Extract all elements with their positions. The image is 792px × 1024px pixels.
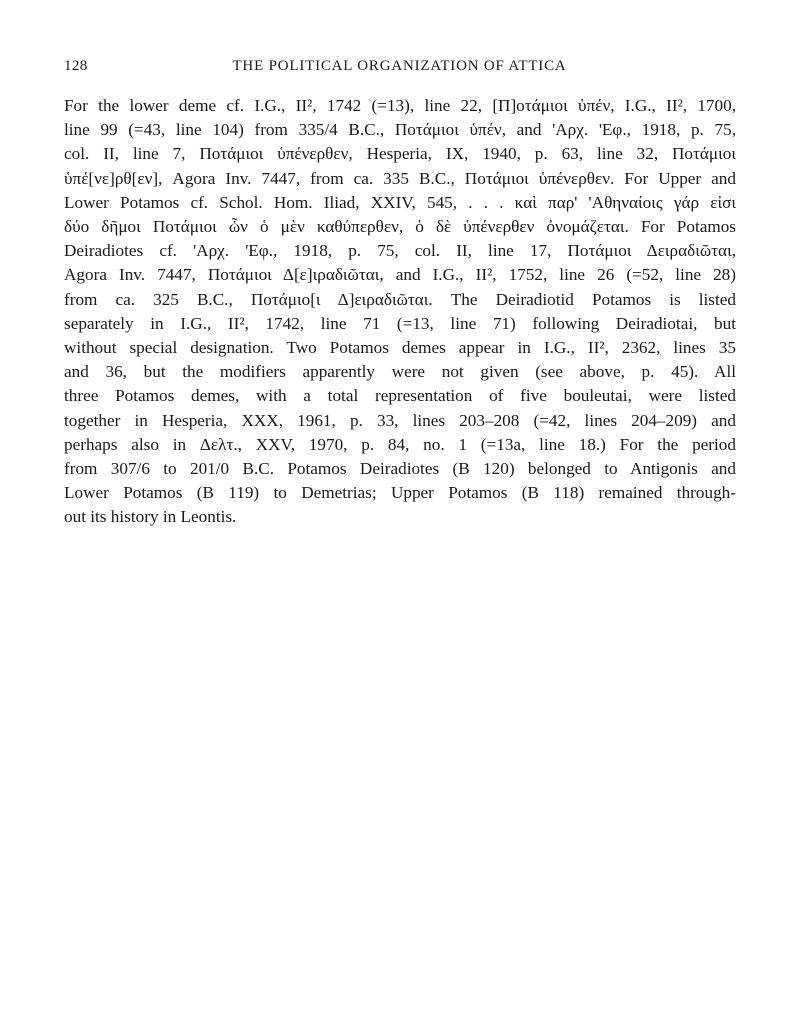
text-line: three Potamos demes, with a total representation of five bouleutai, were listed (64, 386, 736, 406)
text-line: line 99 (=43, line 104) from 335/4 B.C., Ποτάμιοι ὑπέν, and 'Αρχ. 'Εφ., 1918, p. 75, (64, 120, 736, 140)
running-header (64, 58, 735, 80)
text-line: perhaps also in Δελτ., XXV, 1970, p. 84, no. 1 (=13a, line 18.) For the period (64, 434, 736, 454)
text-line: Lower Potamos (B 119) to Demetrias; Upper Potamos (B 118) remained through- (64, 483, 736, 503)
text-line: Deiradiotes cf. 'Αρχ. 'Εφ., 1918, p. 75, col. II, line 17, Ποτάμιοι Δειραδιῶται, (64, 241, 736, 261)
text-line: separately in I.G., II², 1742, line 71 (=13, line 71) following Deiradiotai, but (64, 313, 736, 333)
text-line: For the lower deme cf. I.G., II², 1742 (=13), line 22, [Π]οτάμιοι ὑπέν, I.G., II², 1700, (64, 96, 736, 115)
text-line: from 307/6 to 201/0 B.C. Potamos Deiradiotes (B 120) belonged to Antigonis and (64, 459, 736, 479)
text-line: together in Hesperia, XXX, 1961, p. 33, lines 203–208 (=42, lines 204–209) and (64, 410, 736, 430)
text-line: δύο δῆμοι Ποτάμιοι ὧν ὁ μὲν καθύπερθεν, ὁ δὲ ὑπένερθεν ὀνομάζεται. For Potamos (64, 217, 736, 237)
page-number: 128 (64, 58, 88, 74)
text-line: out its history in Leontis. (64, 507, 237, 527)
text-line: ὑπέ[νε]ρθ[εν], Agora Inv. 7447, from ca. 335 B.C., Ποτάμιοι ὑπένερθεν. For Upper and (64, 168, 736, 188)
text-line: and 36, but the modifiers apparently were not given (see above, p. 45). All (64, 362, 736, 382)
text-line: Lower Potamos cf. Schol. Hom. Iliad, XXIV, 545, . . . καὶ παρ' 'Αθηναίοις γάρ εἰσι (64, 192, 736, 212)
text-line: Agora Inv. 7447, Ποτάμιοι Δ[ε]ιραδιῶται, and I.G., II², 1752, line 26 (=52, line 28) (64, 265, 736, 285)
text-line: from ca. 325 B.C., Ποτάμιο[ι Δ]ειραδιῶται. The Deiradiotid Potamos is listed (64, 289, 736, 309)
body-paragraph (64, 94, 736, 530)
text-line: without special designation. Two Potamos demes appear in I.G., II², 2362, lines 35 (64, 338, 736, 358)
text-line: col. II, line 7, Ποτάμιοι ὑπένερθεν, Hesperia, IX, 1940, p. 63, line 32, Ποτάμιοι (64, 144, 736, 164)
running-title: THE POLITICAL ORGANIZATION OF ATTICA (232, 58, 567, 74)
